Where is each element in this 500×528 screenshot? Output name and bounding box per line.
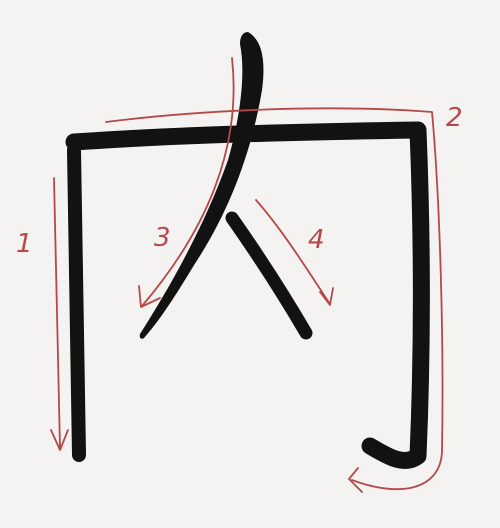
stroke-number-2: 2 <box>446 103 463 133</box>
stroke-number-4: 4 <box>308 225 325 255</box>
stroke-number-3: 3 <box>154 223 171 253</box>
stroke-4-right-falling <box>232 218 306 333</box>
guide-arrow-1 <box>54 178 60 448</box>
stroke-number-1: 1 <box>16 229 33 259</box>
stroke-1-left-vertical <box>74 150 79 455</box>
guide-arrowhead-2 <box>349 468 362 492</box>
character-glyph <box>74 32 421 461</box>
stroke-2-horizontal-hook <box>74 130 421 461</box>
stroke-3-left-falling <box>140 32 264 339</box>
